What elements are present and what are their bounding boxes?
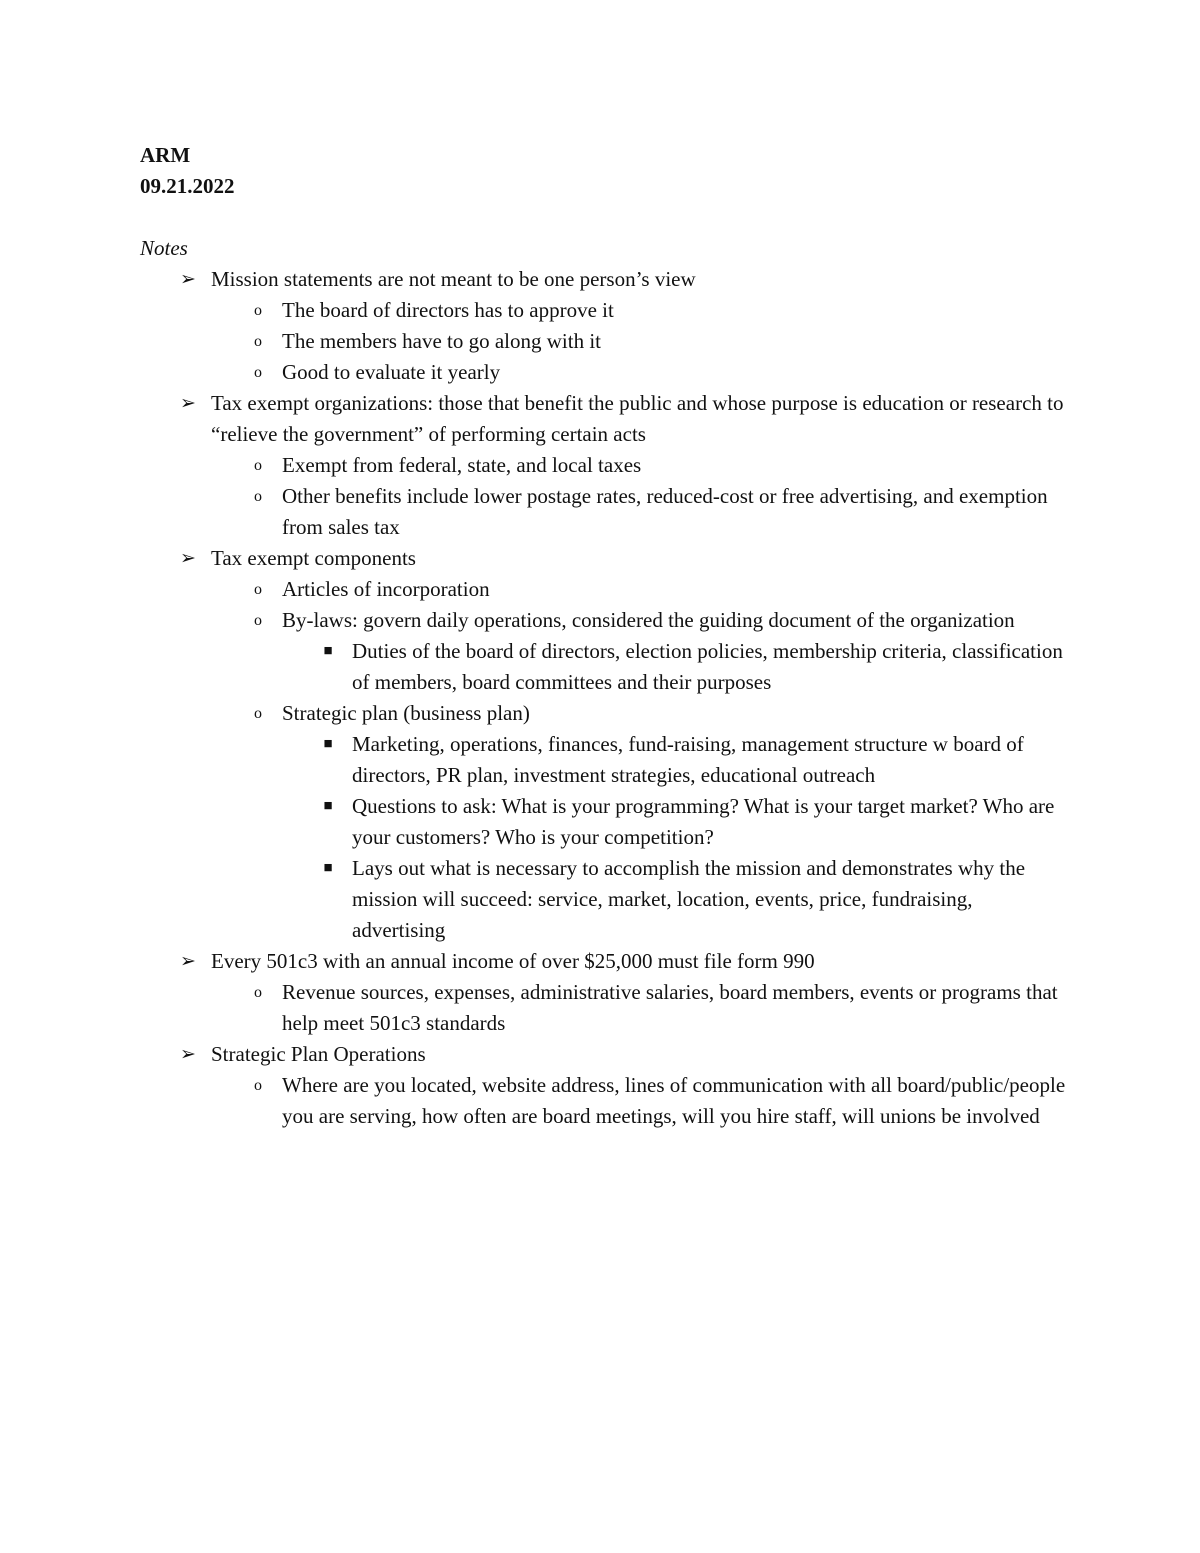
- note-text: Marketing, operations, finances, fund-raising, management structure w board of directors, PR plan, investment strategies, educational outreach: [352, 732, 1024, 787]
- note-text: Strategic Plan Operations: [211, 1042, 426, 1066]
- note-item-level1: [140, 946, 1070, 977]
- note-item-level2: [140, 450, 1070, 481]
- note-item-level2: [140, 698, 1070, 729]
- note-text: Where are you located, website address, lines of communication with all board/public/people you are serving, how often are board meetings, will you hire staff, will unions be involved: [282, 1073, 1066, 1128]
- bullet-marker-icon: ➢: [180, 951, 196, 972]
- bullet-marker-icon: ■: [323, 643, 333, 659]
- note-text: Other benefits include lower postage rates, reduced-cost or free advertising, and exemption from sales tax: [282, 484, 1048, 539]
- note-item-level2: [140, 295, 1070, 326]
- bullet-marker-icon: o: [254, 705, 262, 722]
- note-item-level3: [140, 791, 1070, 853]
- blank-line: [140, 202, 1070, 233]
- bullet-marker-icon: ■: [323, 860, 333, 876]
- document-date: 09.21.2022: [140, 174, 235, 198]
- bullet-marker-icon: o: [254, 581, 262, 598]
- bullet-marker-icon: ➢: [180, 269, 196, 290]
- note-text: Good to evaluate it yearly: [282, 360, 501, 384]
- note-text: The board of directors has to approve it: [282, 298, 614, 322]
- note-text: Lays out what is necessary to accomplish the mission and demonstrates why the mission will succeed: service, market, location, events, price, fundraising, advertising: [352, 856, 1026, 942]
- note-item-level2: [140, 1070, 1070, 1132]
- note-item-level1: [140, 543, 1070, 574]
- note-item-level1: [140, 1039, 1070, 1070]
- note-text: Articles of incorporation: [282, 577, 490, 601]
- note-text: By-laws: govern daily operations, considered the guiding document of the organization: [282, 608, 1015, 632]
- note-item-level1: [140, 264, 1070, 295]
- notes-list: [140, 264, 1070, 1132]
- bullet-marker-icon: o: [254, 984, 262, 1001]
- note-text: Mission statements are not meant to be one person’s view: [211, 267, 696, 291]
- note-text: Duties of the board of directors, election policies, membership criteria, classification of members, board committees and their purposes: [352, 639, 1063, 694]
- bullet-marker-icon: o: [254, 333, 262, 350]
- note-text: The members have to go along with it: [282, 329, 602, 353]
- note-item-level2: [140, 977, 1070, 1039]
- bullet-marker-icon: o: [254, 612, 262, 629]
- note-item-level2: [140, 357, 1070, 388]
- bullet-marker-icon: ➢: [180, 393, 196, 414]
- bullet-marker-icon: ➢: [180, 548, 196, 569]
- note-text: Every 501c3 with an annual income of over $25,000 must file form 990: [211, 949, 815, 973]
- note-item-level1: [140, 388, 1070, 450]
- bullet-marker-icon: ■: [323, 736, 333, 752]
- note-item-level3: [140, 853, 1070, 946]
- note-text: Tax exempt components: [211, 546, 416, 570]
- note-item-level2: [140, 605, 1070, 636]
- note-item-level2: [140, 326, 1070, 357]
- bullet-marker-icon: o: [254, 364, 262, 381]
- bullet-marker-icon: o: [254, 302, 262, 319]
- note-item-level2: [140, 481, 1070, 543]
- note-text: Tax exempt organizations: those that benefit the public and whose purpose is education or research to “relieve the government” of performing certain acts: [211, 391, 1064, 446]
- document-heading: ARM: [140, 143, 191, 167]
- note-item-level3: [140, 729, 1070, 791]
- bullet-marker-icon: ➢: [180, 1044, 196, 1065]
- note-text: Questions to ask: What is your programming? What is your target market? Who are your customers? Who is your competition?: [352, 794, 1055, 849]
- note-item-level3: [140, 636, 1070, 698]
- notes-label: Notes: [140, 236, 188, 260]
- bullet-marker-icon: o: [254, 457, 262, 474]
- document-body: [140, 140, 1070, 1132]
- bullet-marker-icon: ■: [323, 798, 333, 814]
- note-text: Exempt from federal, state, and local taxes: [282, 453, 642, 477]
- note-text: Strategic plan (business plan): [282, 701, 530, 725]
- note-text: Revenue sources, expenses, administrative salaries, board members, events or programs that help meet 501c3 standards: [282, 980, 1058, 1035]
- bullet-marker-icon: o: [254, 488, 262, 505]
- bullet-marker-icon: o: [254, 1077, 262, 1094]
- note-item-level2: [140, 574, 1070, 605]
